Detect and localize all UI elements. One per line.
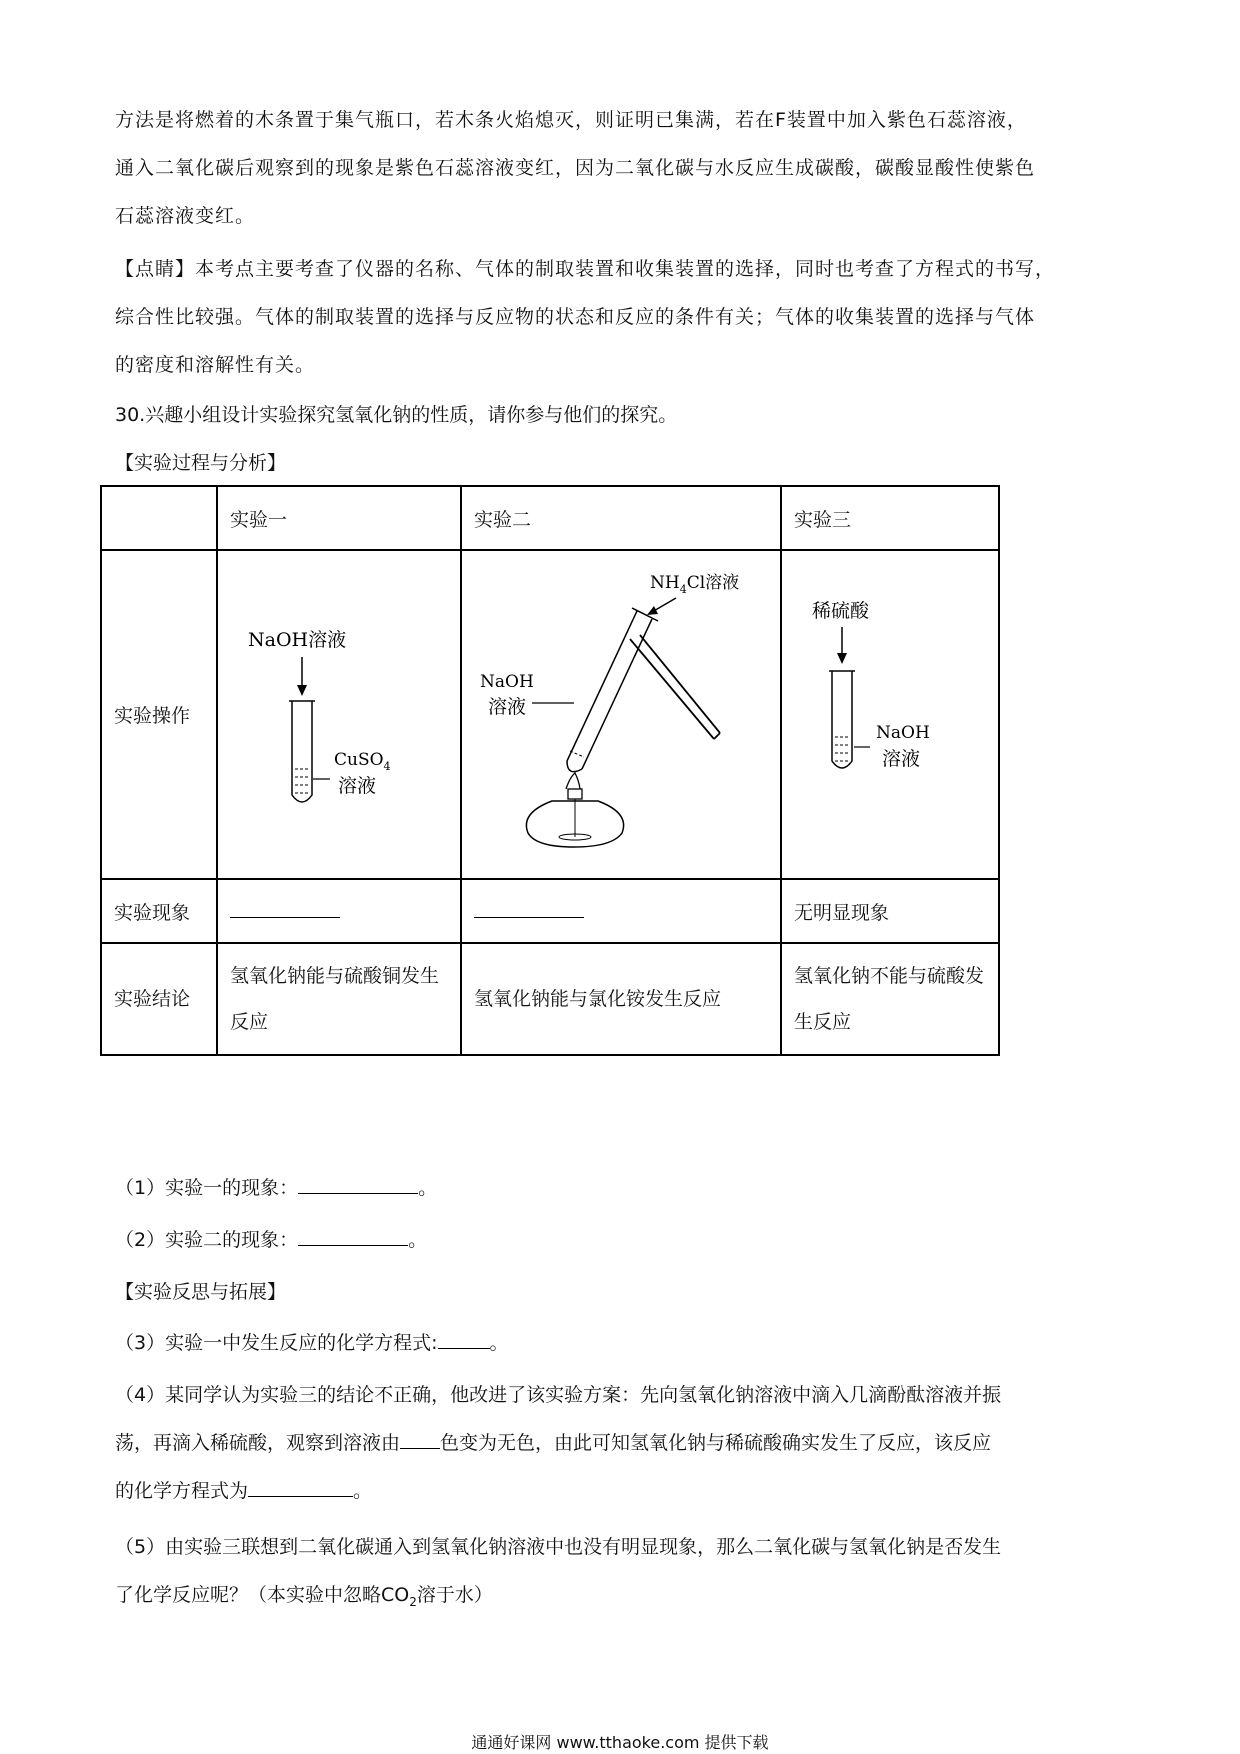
note-line: 的密度和溶解性有关。 xyxy=(115,354,316,376)
test-tube-diagram-exp1 xyxy=(218,551,460,873)
test-tube-diagram-exp3 xyxy=(782,551,998,873)
q4-line3: 的化学方程式为 。 xyxy=(115,1480,373,1502)
answer-blank[interactable] xyxy=(298,1227,408,1246)
exp3-phenomenon-cell: 无明显现象 xyxy=(781,879,999,943)
intro-line: 石蕊溶液变红。 xyxy=(115,205,256,227)
question-2 xyxy=(115,1225,427,1255)
page-footer: 通通好课网 www.tthaoke.com 提供下载 xyxy=(471,1733,769,1752)
test-tube-holder-icon xyxy=(630,635,720,739)
exp1-sample-formula: CuSO$_4$ xyxy=(334,750,391,773)
intro-line: 通入二氧化碳后观察到的现象是紫色石蕊溶液变红，因为二氧化碳与水反应生成碳酸，碳酸显酸性使紫色 xyxy=(115,157,1036,179)
alcohol-lamp-icon xyxy=(526,773,623,847)
exp2-conclusion-cell: 氢氧化钠能与氯化铵发生反应 xyxy=(461,943,781,1055)
question-5 xyxy=(115,1532,1001,1628)
row-label-conclusion: 实验结论 xyxy=(101,943,217,1055)
question-text: （1）实验一的现象： xyxy=(115,1177,299,1199)
answer-blank[interactable] xyxy=(248,1478,353,1497)
question-end: 。 xyxy=(418,1177,438,1199)
exp2-reagent-label: $NH_4Cl$溶液 xyxy=(650,573,740,596)
table-row-operation xyxy=(101,550,999,879)
exp3-reagent-label: 稀硫酸 xyxy=(812,600,870,622)
tilted-test-tube-icon xyxy=(567,608,658,772)
section-process-heading: 【实验过程与分析】 xyxy=(115,452,287,474)
heating-tube-diagram-exp2 xyxy=(462,551,780,873)
q5-line1: （5）由实验三联想到二氧化碳通入到氢氧化钠溶液中也没有明显现象，那么二氧化碳与氢氧化钠是否发生 xyxy=(115,1536,1002,1558)
header-cell-exp3: 实验三 xyxy=(781,486,999,550)
exp1-diagram-cell xyxy=(217,550,461,879)
exp2-phenomenon-cell xyxy=(461,879,781,943)
experiment-table xyxy=(100,485,1000,1056)
answer-blank[interactable] xyxy=(474,899,584,918)
section-reflect-heading: 【实验反思与拓展】 xyxy=(115,1281,287,1303)
exp3-sample-formula: NaOH xyxy=(876,723,930,743)
question-end: 。 xyxy=(489,1332,509,1354)
table-row-phenomenon xyxy=(101,879,999,943)
table-row-conclusion xyxy=(101,943,999,1055)
test-tube-icon xyxy=(292,701,312,802)
answer-blank[interactable] xyxy=(400,1430,440,1449)
header-cell-exp1: 实验一 xyxy=(217,486,461,550)
question-stem: 30.兴趣小组设计实验探究氢氧化钠的性质，请你参与他们的探究。 xyxy=(115,404,678,426)
exp3-sample-word: 溶液 xyxy=(882,748,921,770)
exp1-sample-word: 溶液 xyxy=(338,775,377,797)
question-text: （2）实验二的现象： xyxy=(115,1229,299,1251)
intro-paragraph xyxy=(115,96,1135,240)
header-cell-exp2: 实验二 xyxy=(461,486,781,550)
note-line: 综合性比较强。气体的制取装置的选择与反应物的状态和反应的条件有关；气体的收集装置的选择与气体 xyxy=(115,306,1036,328)
question-4 xyxy=(115,1380,1001,1524)
exp1-phenomenon-cell xyxy=(217,879,461,943)
table-header-row xyxy=(101,486,999,550)
answer-blank[interactable] xyxy=(298,1175,418,1194)
exp3-diagram-cell xyxy=(781,550,999,879)
exp1-conclusion-cell: 氢氧化钠能与硫酸铜发生反应 xyxy=(217,943,461,1055)
row-label-operation: 实验操作 xyxy=(101,550,217,879)
question-1 xyxy=(115,1173,437,1203)
exp2-sample-formula: NaOH xyxy=(480,672,534,692)
answer-blank[interactable] xyxy=(438,1330,490,1349)
exp2-diagram-cell xyxy=(461,550,781,879)
exp3-conclusion-cell: 氢氧化钠不能与硫酸发生反应 xyxy=(781,943,999,1055)
intro-line: 方法是将燃着的木条置于集气瓶口，若木条火焰熄灭，则证明已集满，若在F装置中加入紫色石蕊溶液， xyxy=(115,109,1027,131)
question-3 xyxy=(115,1328,509,1358)
q5-line2: 了化学反应呢？（本实验中忽略$CO_2$溶于水） xyxy=(115,1584,493,1609)
exp1-reagent-label: NaOH溶液 xyxy=(248,629,347,651)
row-label-phenomenon: 实验现象 xyxy=(101,879,217,943)
q4-line1: （4）某同学认为实验三的结论不正确，他改进了该实验方案：先向氢氧化钠溶液中滴入几滴酚酞溶液并振 xyxy=(115,1384,1002,1406)
note-paragraph xyxy=(115,245,1135,389)
question-end: 。 xyxy=(408,1229,428,1251)
header-cell-empty xyxy=(101,486,217,550)
note-line: 【点睛】本考点主要考查了仪器的名称、气体的制取装置和收集装置的选择，同时也考查了方程式的书写， xyxy=(115,258,1056,280)
q4-line2: 荡，再滴入稀硫酸，观察到溶液由 色变为无色，由此可知氢氧化钠与稀硫酸确实发生了反应，该反应 xyxy=(115,1432,992,1454)
exp2-sample-word: 溶液 xyxy=(488,696,527,718)
question-text: （3）实验一中发生反应的化学方程式: xyxy=(115,1332,438,1354)
answer-blank[interactable] xyxy=(230,899,340,918)
